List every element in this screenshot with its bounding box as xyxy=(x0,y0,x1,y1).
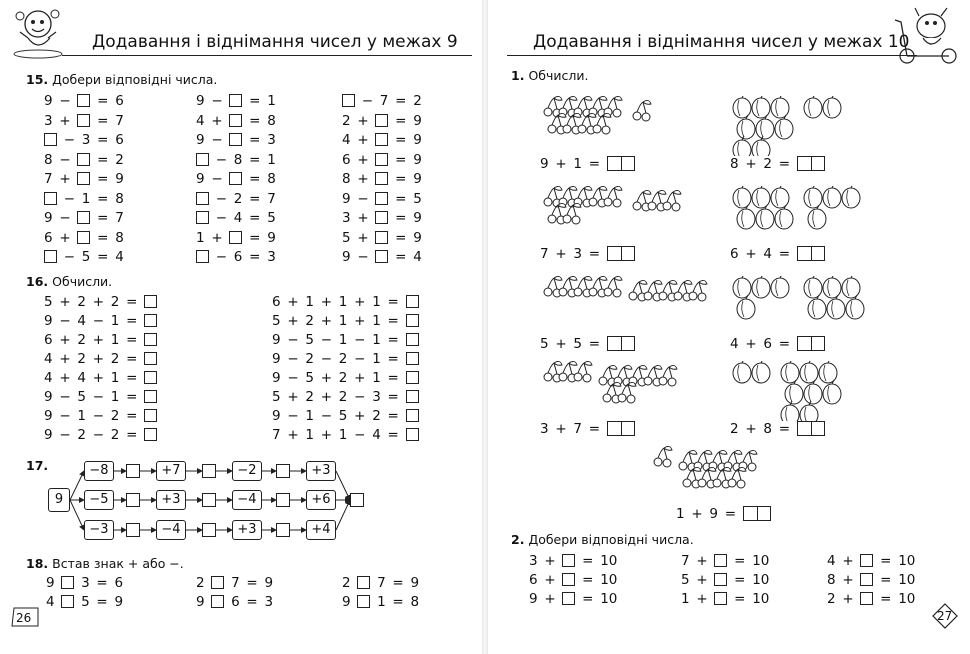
answer-box[interactable] xyxy=(607,246,635,261)
plum-icon xyxy=(752,96,770,118)
equation: 5 + 2 + 1 + 1 = xyxy=(272,313,419,329)
answer-box[interactable] xyxy=(196,153,209,166)
equation: 5 + 2 + 2 − 3 = xyxy=(272,389,419,405)
equation: 9 − = 5 xyxy=(342,190,422,207)
equation: − 5 = 4 xyxy=(44,249,124,265)
task-17-heading: 17. xyxy=(26,458,49,473)
answer-box[interactable] xyxy=(196,192,209,205)
answer-box[interactable] xyxy=(77,94,90,107)
equation: − 1 = 8 xyxy=(44,191,124,207)
plum-icon xyxy=(733,96,751,118)
answer-box[interactable] xyxy=(276,464,290,478)
equation: 9 6 = 3 xyxy=(196,594,274,610)
answer-box[interactable] xyxy=(562,573,575,586)
equation: 9 3 = 6 xyxy=(46,575,124,591)
answer-box[interactable] xyxy=(797,156,825,171)
answer-box[interactable] xyxy=(714,554,727,567)
equation: 9 − = 4 xyxy=(342,249,422,265)
operation-box: +4 xyxy=(306,520,336,540)
equation: 9 − 2 − 2 − 1 = xyxy=(272,351,419,367)
equation: 9 − 5 − 1 = xyxy=(44,389,157,405)
plum-icon xyxy=(756,115,774,139)
plum-icon xyxy=(842,276,860,298)
equation: 3 + 7 = xyxy=(540,421,635,437)
equation: − 7 = 2 xyxy=(342,93,422,109)
answer-box[interactable] xyxy=(406,295,419,308)
answer-box[interactable] xyxy=(276,493,290,507)
operation-box: −8 xyxy=(84,461,114,481)
equation: 4 + = 8 xyxy=(196,112,276,129)
plum-icon xyxy=(804,186,822,208)
answer-box[interactable] xyxy=(144,352,157,365)
answer-box[interactable] xyxy=(196,250,209,263)
fruit-picture xyxy=(540,96,710,156)
answer-box[interactable] xyxy=(126,464,140,478)
answer-box[interactable] xyxy=(229,172,242,185)
plum-icon xyxy=(752,361,770,383)
equation: − 4 = 5 xyxy=(196,210,276,226)
cherry-icon xyxy=(633,100,651,121)
answer-box[interactable] xyxy=(211,576,224,589)
equation: 9 + = 10 xyxy=(529,591,618,607)
page-title-right: Додавання і віднімання чисел у межах 10 xyxy=(533,32,910,52)
equation: 4 + = 9 xyxy=(342,132,422,148)
mascot-scooter-illustration xyxy=(893,4,965,66)
equation: 7 + = 10 xyxy=(681,553,770,569)
answer-box[interactable] xyxy=(229,231,242,244)
equation: 9 − = 6 xyxy=(44,93,124,109)
page-title: Додавання і віднімання чисел у межах 9 xyxy=(92,32,458,52)
plum-icon xyxy=(737,115,755,139)
answer-box[interactable] xyxy=(406,409,419,422)
answer-box[interactable] xyxy=(714,573,727,586)
equation: 2 7 = 9 xyxy=(342,575,420,591)
equation: 2 + 8 = xyxy=(730,421,825,437)
equation: 8 + = 10 xyxy=(827,572,916,588)
mascot-illustration xyxy=(8,4,70,60)
plum-icon xyxy=(842,186,860,208)
answer-box[interactable] xyxy=(202,493,216,507)
answer-box[interactable] xyxy=(196,211,209,224)
fruit-picture xyxy=(540,276,710,336)
answer-box[interactable] xyxy=(144,314,157,327)
equation: 3 + = 9 xyxy=(342,210,422,226)
operation-box: +3 xyxy=(156,490,186,510)
answer-box[interactable] xyxy=(144,390,157,403)
equation: 9 + 1 = xyxy=(540,156,635,172)
answer-box[interactable] xyxy=(406,333,419,346)
plum-icon xyxy=(737,295,755,319)
answer-box[interactable] xyxy=(342,94,355,107)
operation-box: +3 xyxy=(306,461,336,481)
fruit-picture xyxy=(730,186,900,246)
plum-icon xyxy=(823,186,841,208)
task-18-heading: 18. Встав знак + або −. xyxy=(26,556,184,571)
equation: − 2 = 7 xyxy=(196,191,276,207)
answer-box[interactable] xyxy=(375,231,388,244)
equation: 7 + 3 = xyxy=(540,246,635,262)
answer-box[interactable] xyxy=(375,192,388,205)
answer-box[interactable] xyxy=(77,211,90,224)
equation: 2 + = 10 xyxy=(827,591,916,607)
operation-box: +3 xyxy=(232,520,262,540)
right-page xyxy=(485,0,970,654)
plum-icon xyxy=(733,361,751,383)
equation: 8 − = 2 xyxy=(44,151,124,168)
fruit-picture xyxy=(730,361,900,421)
answer-box[interactable] xyxy=(77,114,90,127)
plum-icon xyxy=(771,186,789,208)
equation: 9 − 1 − 5 + 2 = xyxy=(272,408,419,424)
operation-box: −3 xyxy=(84,520,114,540)
cherry-icon xyxy=(654,446,672,467)
plum-icon xyxy=(737,205,755,229)
plum-icon xyxy=(823,380,841,404)
plum-icon xyxy=(775,115,793,139)
page-number-left: 26 xyxy=(12,610,27,624)
answer-box[interactable] xyxy=(375,250,388,263)
plum-icon xyxy=(800,361,818,383)
equation: 6 + 4 = xyxy=(730,246,825,262)
equation: 9 − = 8 xyxy=(196,171,276,187)
answer-box[interactable] xyxy=(797,336,825,351)
operation-box: −4 xyxy=(232,490,262,510)
answer-box[interactable] xyxy=(357,576,370,589)
equation: 9 − 5 − 1 − 1 = xyxy=(272,332,419,348)
plum-icon xyxy=(823,276,841,298)
fruit-picture xyxy=(540,361,710,421)
plum-icon xyxy=(846,295,864,319)
plum-icon xyxy=(752,186,770,208)
equation: 9 1 = 8 xyxy=(342,594,420,610)
answer-box[interactable] xyxy=(406,352,419,365)
answer-box[interactable] xyxy=(860,592,873,605)
chain-start-number: 9 xyxy=(48,488,70,512)
operation-box: −4 xyxy=(156,520,186,540)
answer-box[interactable] xyxy=(229,114,242,127)
plum-icon xyxy=(733,276,751,298)
equation: 7 + = 9 xyxy=(44,171,124,187)
answer-box[interactable] xyxy=(144,295,157,308)
answer-box[interactable] xyxy=(375,172,388,185)
answer-box[interactable] xyxy=(406,390,419,403)
plum-icon xyxy=(808,295,826,319)
equation: 5 + 2 + 2 = xyxy=(44,294,157,310)
fruit-picture xyxy=(730,276,900,336)
plum-icon xyxy=(808,205,826,229)
answer-box[interactable] xyxy=(211,595,224,608)
answer-box[interactable] xyxy=(562,592,575,605)
answer-box[interactable] xyxy=(406,371,419,384)
equation: 4 + = 10 xyxy=(827,553,916,569)
answer-box[interactable] xyxy=(860,573,873,586)
equation: 1 + = 9 xyxy=(196,229,276,246)
operation-box: +7 xyxy=(156,461,186,481)
answer-box[interactable] xyxy=(276,523,290,537)
plum-icon xyxy=(781,361,799,383)
plum-icon xyxy=(804,380,822,404)
answer-box[interactable] xyxy=(797,246,825,261)
answer-box[interactable] xyxy=(607,156,635,171)
equation: 6 + = 9 xyxy=(342,151,422,168)
fruit-picture xyxy=(540,186,710,246)
equation: 8 + = 9 xyxy=(342,171,422,187)
fruit-picture xyxy=(730,96,900,156)
answer-box[interactable] xyxy=(44,192,57,205)
equation: 4 5 = 9 xyxy=(46,594,124,610)
equation: 2 7 = 9 xyxy=(196,575,274,591)
equation: 9 − 2 − 2 = xyxy=(44,427,157,443)
operation-box: −2 xyxy=(232,461,262,481)
equation: 4 + 2 + 2 = xyxy=(44,351,157,367)
plum-icon xyxy=(804,276,822,298)
equation: 6 + = 8 xyxy=(44,229,124,246)
equation: − 8 = 1 xyxy=(196,152,276,168)
equation: 1 + = 10 xyxy=(681,591,770,607)
answer-box[interactable] xyxy=(406,314,419,327)
answer-box[interactable] xyxy=(202,523,216,537)
answer-box[interactable] xyxy=(357,595,370,608)
answer-box[interactable] xyxy=(562,554,575,567)
equation: 9 − 4 − 1 = xyxy=(44,313,157,329)
equation: 5 + = 10 xyxy=(681,572,770,588)
answer-box[interactable] xyxy=(229,133,242,146)
equation: − 6 = 3 xyxy=(196,249,276,265)
task-1-heading: 1. Обчисли. xyxy=(511,68,589,83)
equation: 9 − 5 + 2 + 1 = xyxy=(272,370,419,386)
equation: 6 + = 10 xyxy=(529,572,618,588)
answer-box[interactable] xyxy=(743,506,771,521)
answer-box[interactable] xyxy=(77,153,90,166)
operation-box: +6 xyxy=(306,490,336,510)
equation: 4 + 6 = xyxy=(730,336,825,352)
equation: 5 + = 9 xyxy=(342,229,422,246)
equation: 8 + 2 = xyxy=(730,156,825,172)
equation: 9 − = 7 xyxy=(44,210,124,226)
plum-icon xyxy=(785,380,803,404)
plum-icon xyxy=(823,96,841,118)
equation: 1 + 9 = xyxy=(676,506,771,522)
equation: 9 − = 1 xyxy=(196,93,276,109)
equation: 6 + 1 + 1 + 1 = xyxy=(272,294,419,310)
answer-box[interactable] xyxy=(144,333,157,346)
equation: 9 − = 3 xyxy=(196,132,276,148)
plum-icon xyxy=(771,96,789,118)
answer-box[interactable] xyxy=(202,464,216,478)
plum-icon xyxy=(771,276,789,298)
page-number-right: 27 xyxy=(937,608,952,622)
plum-icon xyxy=(819,361,837,383)
equation: 9 − 1 − 2 = xyxy=(44,408,157,424)
task-2-heading: 2. Добери відповідні числа. xyxy=(511,532,694,547)
answer-box[interactable] xyxy=(61,576,74,589)
plum-icon xyxy=(775,205,793,229)
answer-box[interactable] xyxy=(144,371,157,384)
task-15-heading: 15. Добери відповідні числа. xyxy=(26,72,218,87)
plum-icon xyxy=(752,276,770,298)
answer-box[interactable] xyxy=(375,133,388,146)
answer-box[interactable] xyxy=(126,493,140,507)
answer-box[interactable] xyxy=(44,250,57,263)
plum-icon xyxy=(733,186,751,208)
plum-icon xyxy=(827,295,845,319)
answer-box[interactable] xyxy=(144,428,157,441)
answer-box[interactable] xyxy=(406,428,419,441)
answer-box[interactable] xyxy=(144,409,157,422)
title-underline xyxy=(62,55,472,56)
answer-box[interactable] xyxy=(375,114,388,127)
equation: 4 + 4 + 1 = xyxy=(44,370,157,386)
answer-box[interactable] xyxy=(860,554,873,567)
plum-icon xyxy=(756,205,774,229)
equation: − 3 = 6 xyxy=(44,132,124,148)
equation: 6 + 2 + 1 = xyxy=(44,332,157,348)
answer-box[interactable] xyxy=(375,211,388,224)
equation: 7 + 1 + 1 − 4 = xyxy=(272,427,419,443)
answer-box[interactable] xyxy=(714,592,727,605)
plum-icon xyxy=(804,96,822,118)
final-answer-box[interactable] xyxy=(350,493,364,507)
equation: 3 + = 10 xyxy=(529,553,618,569)
answer-box[interactable] xyxy=(229,94,242,107)
answer-box[interactable] xyxy=(44,133,57,146)
answer-box[interactable] xyxy=(375,153,388,166)
operation-box: −5 xyxy=(84,490,114,510)
task-16-heading: 16. Обчисли. xyxy=(26,274,113,289)
answer-box[interactable] xyxy=(607,336,635,351)
equation: 2 + = 9 xyxy=(342,112,422,129)
fruit-picture xyxy=(650,446,820,506)
title-underline-right xyxy=(507,55,917,56)
answer-box[interactable] xyxy=(77,172,90,185)
equation: 3 + = 7 xyxy=(44,112,124,129)
equation: 5 + 5 = xyxy=(540,336,635,352)
answer-box[interactable] xyxy=(126,523,140,537)
answer-box[interactable] xyxy=(797,421,825,436)
answer-box[interactable] xyxy=(77,231,90,244)
answer-box[interactable] xyxy=(607,421,635,436)
answer-box[interactable] xyxy=(61,595,74,608)
